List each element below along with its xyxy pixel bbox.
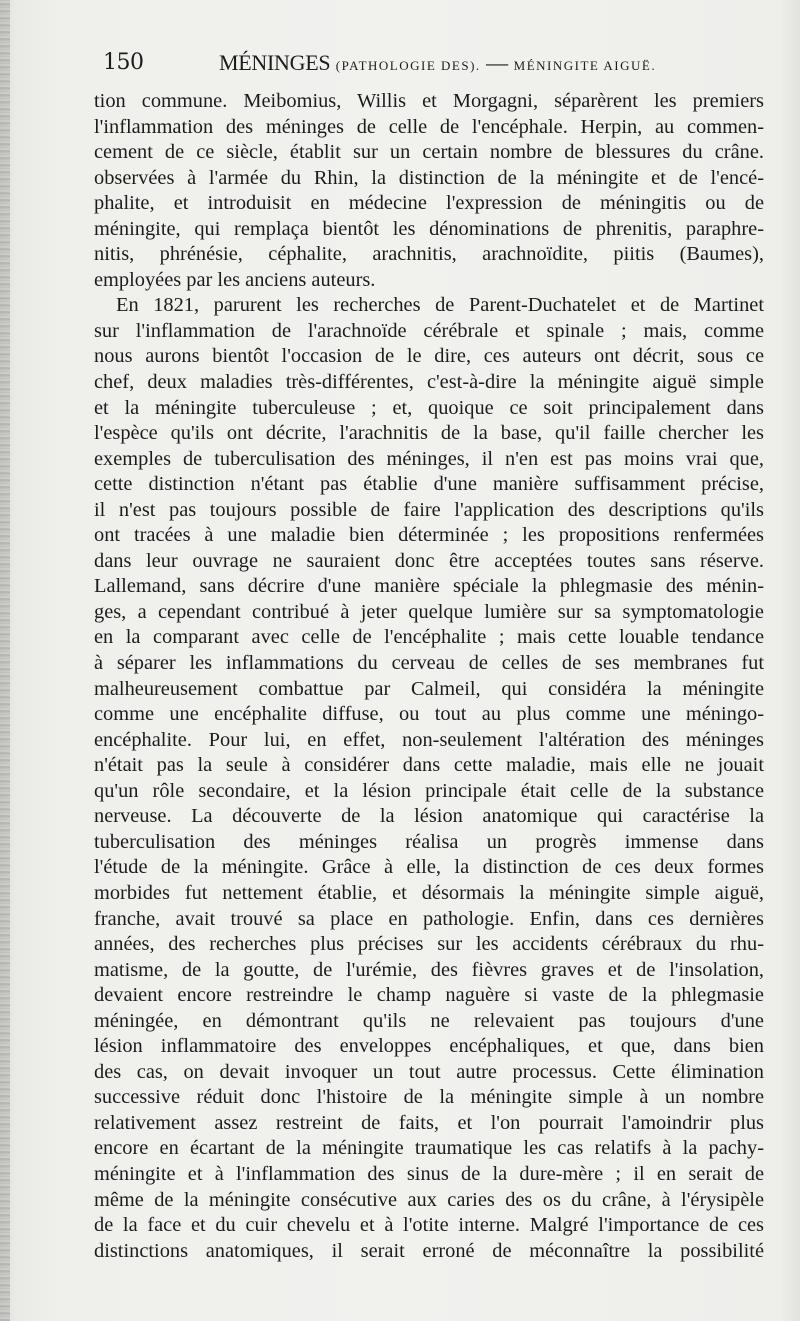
text-line: dans leur ouvrage ne sauraient donc être acceptées toutes sans réserve.	[94, 549, 764, 572]
text-line: successive réduit donc l'histoire de la méningite simple à un nombre	[94, 1086, 764, 1109]
text-line: encore en écartant de la méningite traumatique les cas relatifs à la pachy-	[94, 1137, 764, 1160]
text-line: nitis, phrénésie, céphalite, arachnitis, arachnoïdite, piitis (Baumes),	[94, 243, 764, 266]
text-line: méningite, qui remplaça bientôt les dénominations de phrenitis, paraphre-	[94, 217, 764, 240]
text-line: années, des recherches plus précises sur les accidents cérébraux du rhu-	[94, 933, 764, 956]
header-title-sub: (PATHOLOGIE DES).	[335, 58, 481, 73]
text-line: de la face et du cuir chevelu et à l'otite interne. Malgré l'importance de ces	[94, 1214, 764, 1237]
text-line: sur l'inflammation de l'arachnoïde cérébrale et spinale ; mais, comme	[94, 319, 764, 342]
text-line: En 1821, parurent les recherches de Parent-Duchatelet et de Martinet	[116, 294, 764, 317]
text-line: il n'est pas toujours possible de faire l'application des descriptions qu'ils	[94, 498, 764, 521]
text-line: nerveuse. La découverte de la lésion anatomique qui caractérise la	[94, 805, 764, 828]
text-line: malheureusement combattue par Calmeil, qui considéra la méningite	[94, 677, 764, 700]
body-text	[94, 89, 764, 1264]
text-line: encéphalite. Pour lui, en effet, non-seulement l'altération des méninges	[94, 728, 764, 751]
text-line: relativement assez restreint de faits, et l'on pourrait l'amoindrir plus	[94, 1111, 764, 1134]
text-line: méningite et à l'inflammation des sinus de la dure-mère ; il en serait de	[94, 1162, 764, 1185]
text-line: méningée, en démontrant qu'ils ne relevaient pas toujours d'une	[94, 1009, 764, 1032]
text-line: cement de ce siècle, établit sur un certain nombre de blessures du crâne.	[94, 141, 764, 164]
text-line: qu'un rôle secondaire, et la lésion principale était celle de la substance	[94, 779, 764, 802]
page-gutter	[0, 0, 10, 1321]
text-line: ges, a cependant contribué à jeter quelque lumière sur sa symptomatologie	[94, 600, 764, 623]
header-section: MÉNINGITE AIGUË.	[513, 58, 657, 73]
text-line: l'espèce qu'ils ont décrite, l'arachnitis de la base, qu'il faille chercher les	[94, 422, 764, 445]
text-line: employées par les anciens auteurs.	[94, 268, 376, 291]
text-line: cette distinction n'étant pas établie d'une manière suffisamment précise,	[94, 473, 764, 496]
text-line: l'inflammation des méninges de celle de l'encéphale. Herpin, au commen-	[94, 115, 764, 138]
text-line: ont tracées à une maladie bien déterminée ; les propositions renfermées	[94, 524, 764, 547]
text-line: comme une encéphalite diffuse, ou tout au plus comme une méningo-	[94, 703, 764, 726]
text-line: distinctions anatomiques, il serait erroné de méconnaître la possibilité	[94, 1239, 764, 1262]
text-line: phalite, et introduisit en médecine l'expression de méningitis ou de	[94, 192, 764, 215]
text-line: devaient encore restreindre le champ naguère si vaste de la phlegmasie	[94, 984, 764, 1007]
text-line: en la comparant avec celle de l'encéphalite ; mais cette louable tendance	[94, 626, 764, 649]
text-line: chef, deux maladies très-différentes, c'est-à-dire la méningite aiguë simple	[94, 371, 764, 394]
text-line: nous aurons bientôt l'occasion de le dire, ces auteurs ont décrit, sous ce	[94, 345, 764, 368]
text-line: exemples de tuberculisation des méninges, il n'en est pas moins vrai que,	[94, 447, 764, 470]
text-line: à séparer les inflammations du cerveau de celles de ses membranes fut	[94, 652, 764, 675]
text-line: Lallemand, sans décrire d'une manière spéciale la phlegmasie des ménin-	[94, 575, 764, 598]
text-line: lésion inflammatoire des enveloppes encéphaliques, et que, dans bien	[94, 1035, 764, 1058]
running-head-title	[219, 50, 656, 76]
text-line: et la méningite tuberculeuse ; et, quoique ce soit principalement dans	[94, 396, 764, 419]
text-line: l'étude de la méningite. Grâce à elle, la distinction de ces deux formes	[94, 856, 764, 879]
text-line: des cas, on devait invoquer un tout autre processus. Cette élimination	[94, 1060, 764, 1083]
text-line: tuberculisation des méninges réalisa un progrès immense dans	[94, 830, 764, 853]
text-line: morbides fut nettement établie, et désormais la méningite simple aiguë,	[94, 881, 764, 904]
text-line: tion commune. Meibomius, Willis et Morgagni, séparèrent les premiers	[94, 90, 764, 112]
text-line: même de la méningite consécutive aux caries des os du crâne, à l'érysipèle	[94, 1188, 764, 1211]
text-line: observées à l'armée du Rhin, la distinction de la méningite et de l'encé-	[94, 166, 764, 189]
text-line: franche, avait trouvé sa place en pathologie. Enfin, dans ces dernières	[94, 907, 764, 930]
text-line: n'était pas la seule à considérer dans cette maladie, mais elle ne jouait	[94, 754, 764, 777]
running-header	[103, 48, 660, 78]
header-separator: —	[486, 50, 509, 75]
page-number: 150	[103, 50, 144, 75]
header-title-main: MÉNINGES	[219, 50, 331, 75]
text-line: matisme, de la goutte, de l'urémie, des fièvres graves et de l'insolation,	[94, 958, 764, 981]
